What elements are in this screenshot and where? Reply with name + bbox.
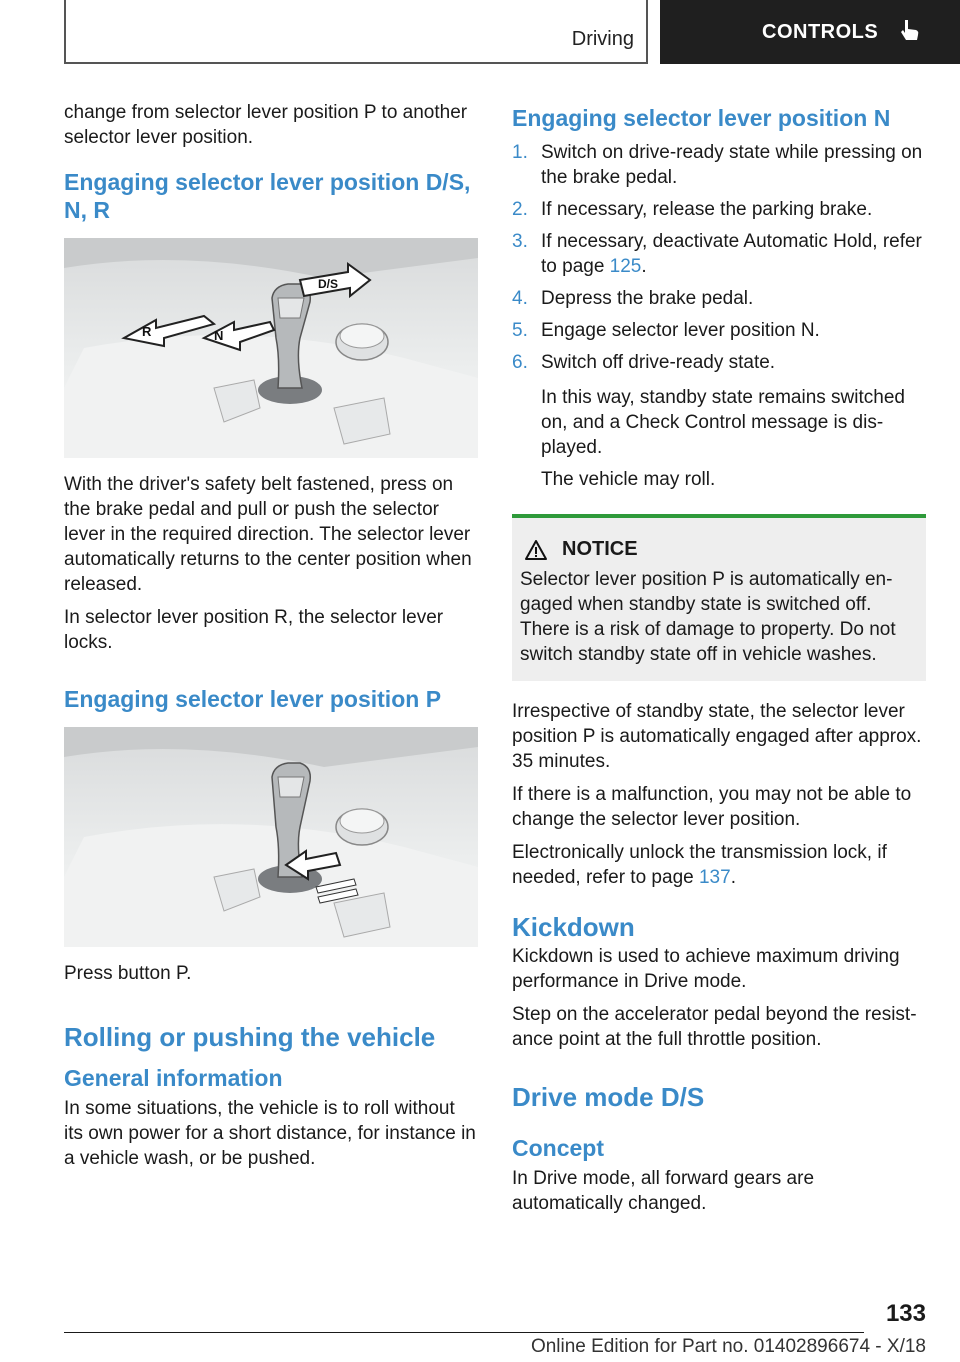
footer-edition: Online Edition for Part no. 01402896674 - X/18 — [530, 1336, 926, 1357]
general-info-text: In some situations, the vehicle is to roll without its own power for a short distance, for instance in a vehicle wash, or be pushed. — [64, 1098, 476, 1169]
heading-concept: Concept — [512, 1135, 604, 1161]
header-frame — [64, 0, 648, 64]
heading-general-info: General information — [64, 1065, 283, 1091]
steps-list — [512, 140, 926, 375]
list-item — [512, 140, 926, 190]
step-number: 1. — [512, 142, 528, 163]
notice-text: Selector lever position P is automatically en‐ gaged when standby state is switched off. There is a risk of damage to property. Do not switch standby state off in vehicle washes. — [520, 569, 896, 665]
right-column — [512, 100, 926, 1224]
heading-engage-dsnr: Engaging selector lever position D/S, N, R — [64, 169, 471, 223]
footer-divider — [64, 1332, 864, 1333]
fig-label-n: N — [214, 328, 224, 343]
step-text: If necessary, deactivate Automatic Hold, refer to page — [541, 231, 922, 277]
header-chapter-tab[interactable] — [660, 0, 960, 64]
header-section-title: Driving — [571, 28, 634, 50]
page-number: 133 — [885, 1300, 926, 1327]
hand-pointer-icon — [896, 17, 922, 48]
fig-label-ds: D/S — [318, 277, 339, 291]
r-lock-note: In selector lever position R, the selector lever locks. — [64, 607, 444, 653]
list-item — [512, 229, 926, 279]
kickdown-text-1: Kickdown is used to achieve maximum driving performance in Drive mode. — [512, 946, 900, 992]
selector-lever-p-figure — [64, 727, 478, 947]
concept-text: In Drive mode, all forward gears are automatically changed. — [512, 1168, 815, 1214]
warning-triangle-icon — [524, 539, 548, 561]
list-item — [512, 286, 926, 311]
notice-title: NOTICE — [562, 538, 638, 560]
step-number: 3. — [512, 231, 528, 252]
notice-box — [512, 514, 926, 681]
heading-rolling: Rolling or pushing the vehicle — [64, 1022, 436, 1052]
step-text: Depress the brake pedal. — [541, 288, 754, 309]
step-number: 5. — [512, 320, 528, 341]
kickdown-text-2: Step on the accelerator pedal beyond the resist‐ ance point at the full throttle position. — [512, 1004, 917, 1050]
step6-note-roll: The vehicle may roll. — [541, 469, 716, 490]
heading-kickdown: Kickdown — [512, 912, 635, 942]
fig-label-r: R — [142, 324, 152, 339]
list-item — [512, 318, 926, 343]
list-item — [512, 197, 926, 222]
selector-lever-dsnr-figure — [64, 238, 478, 458]
heading-engage-n: Engaging selector lever position N — [512, 105, 891, 131]
unlock-text — [512, 840, 926, 890]
intro-text: change from selector lever position P to another selector lever position. — [64, 102, 468, 148]
heading-engage-p: Engaging selector lever position P — [64, 686, 442, 712]
step-number: 6. — [512, 352, 528, 373]
list-item — [512, 350, 926, 375]
step-number: 2. — [512, 199, 528, 220]
step-number: 4. — [512, 288, 528, 309]
press-button-p: Press button P. — [64, 963, 192, 984]
heading-drive-mode: Drive mode D/S — [512, 1082, 705, 1112]
standby-text: Irrespective of standby state, the selector lever position P is automatically engaged after approx. 35 minutes. — [512, 701, 922, 772]
step-text: Switch off drive-ready state. — [541, 352, 776, 373]
step-text: Engage selector lever position N. — [541, 320, 820, 341]
unlock-text-body: Electronically unlock the transmission lock, if needed, refer to page — [512, 842, 887, 888]
header-chapter-title: CONTROLS — [762, 20, 879, 43]
page-link-125[interactable]: 125 — [609, 256, 642, 277]
left-column — [64, 100, 478, 1179]
step6-note-standby: In this way, standby state remains switched on, and a Check Control message is dis‐ played. — [541, 387, 905, 458]
step-text: If necessary, release the parking brake. — [541, 199, 873, 220]
page-link-137[interactable]: 137 — [698, 867, 731, 888]
malfunction-text: If there is a malfunction, you may not be able to change the selector lever position. — [512, 784, 912, 830]
step-text-end: . — [641, 256, 647, 277]
dsnr-instructions: With the driver's safety belt fastened, press on the brake pedal and pull or push the selector lever in the required direction. The selector lever automatically returns to the center position when released. — [64, 474, 472, 595]
notice-header — [520, 538, 918, 561]
unlock-text-end: . — [730, 867, 736, 888]
step-text: Switch on drive-ready state while pressing on the brake pedal. — [541, 142, 923, 188]
